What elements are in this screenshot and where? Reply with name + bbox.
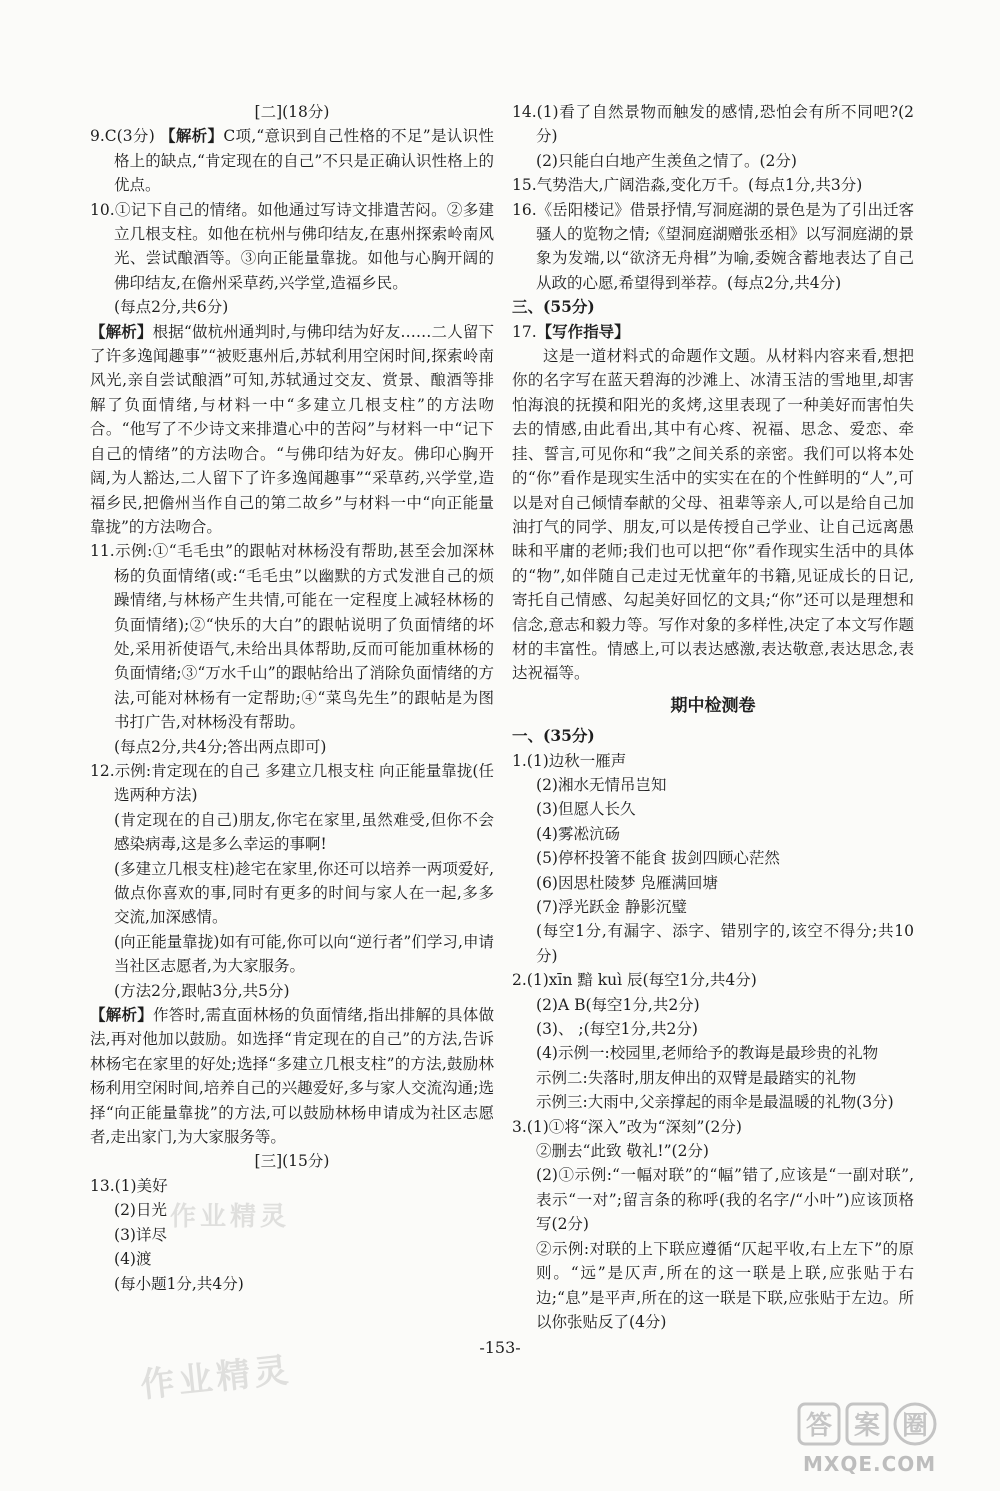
watermark-large: 作业精灵 <box>138 1350 295 1406</box>
right-line-2: 15.气势浩大,广阔浩淼,变化万千。(每点1分,共3分) <box>512 176 863 195</box>
left-line-18: (每小题1分,共4分) <box>114 1274 244 1293</box>
left-line-6: (每点2分,共4分;答出两点即可) <box>114 737 327 756</box>
left-column <box>90 100 494 1296</box>
right-line-11: (3)但愿人长久 <box>536 800 636 819</box>
right-line-18: (2)A B(每空1分,共2分) <box>536 995 700 1014</box>
left-line-11: (方法2分,跟帖3分,共5分) <box>114 981 290 1000</box>
left-line-0: [二](18分) <box>254 103 330 121</box>
right-line-22: 示例三:大雨中,父亲撑起的雨伞是最温暖的礼物(3分) <box>536 1093 894 1112</box>
left-line-9: (多建立几根支柱)趁宅在家里,你还可以培养一两项爱好,做点你喜欢的事,同时有更多的时间与家人在一起,多多交流,加深感情。 <box>114 859 494 927</box>
right-line-17: 2.(1)xīn 黯 kuì 辰(每空1分,共4分) <box>512 971 757 990</box>
right-line-5: 17.【写作指导】 <box>512 321 630 341</box>
right-line-8: 一、(35分) <box>512 726 595 746</box>
svg-text:圈: 圈 <box>901 1411 929 1441</box>
left-line-4: 【解析】根据“做杭州通判时,与佛印结为好友……二人留下了许多逸闻趣事”“被贬惠州后,苏轼利用空闲时间,探索岭南风光,亲自尝试酿酒”可知,苏轼通过交友、赏景、酿酒等排解了负面情绪,与材料一中“多建立几根支柱”的方法吻合。“他写了不少诗文来排遣心中的苦闷”与材料一中“记下自己的情绪”的方法吻合。“与佛印结为好友。佛印心胸开阔,为人豁达,二人留下了许多逸闻趣事”“采草药,兴学堂,造福乡民,把儋州当作自己的第二故乡”与材料一中“向正能量靠拢”的方法吻合。 <box>90 321 494 536</box>
right-line-25: (2)①示例:“一幅对联”的“幅”错了,应该是“一副对联”,表示“一对”;留言条的称呼(我的名字/“小叶”)应该顶格写(2分) <box>536 1166 914 1234</box>
left-line-1: 9.C(3分) 【解析】C项,“意识到自己性格的不足”是认识性格上的缺点,“肯定现在的自己”不只是正确认识性格上的优点。 <box>90 126 494 195</box>
svg-text:案: 案 <box>853 1411 881 1441</box>
right-line-10: (2)湘水无情吊岂知 <box>536 775 667 794</box>
right-line-14: (6)因思杜陵梦 凫雁满回塘 <box>536 873 718 892</box>
left-line-15: (2)日光 <box>114 1201 167 1220</box>
logo-url: MXQE.COM <box>803 1452 937 1476</box>
right-line-26: ②示例:对联的上下联应遵循“仄起平收,右上左下”的原则。“远”是仄声,所在的这一联是上联,应张贴于右边;“息”是平声,所在的这一联是下联,应张贴于左边。所以你张贴反了(4分) <box>536 1239 914 1331</box>
left-line-8: (肯定现在的自己)朋友,你宅在家里,虽然难受,但你不会感染病毒,这是多么幸运的事啊! <box>114 810 494 854</box>
right-line-24: ②删去“此致 敬礼!”(2分) <box>536 1142 709 1161</box>
left-line-2: 10.①记下自己的情绪。如他通过写诗文排遣苦闷。②多建立几根支柱。如他在杭州与佛印结友,在惠州探索岭南风光、尝试酿酒等。③向正能量靠拢。如他与心胸开阔的佛印结友,在儋州采草药,兴学堂,造福乡民。 <box>90 200 494 292</box>
right-line-0: 14.(1)看了自然景物而触发的感情,恐怕会有所不同吧?(2分) <box>512 103 914 146</box>
right-line-23: 3.(1)①将“深入”改为“深刻”(2分) <box>512 1117 742 1136</box>
page-number: -153- <box>479 1338 521 1357</box>
left-line-17: (4)渡 <box>114 1250 152 1269</box>
watermark-small: 作业精灵 <box>170 1202 291 1232</box>
right-line-1: (2)只能白白地产生羡鱼之情了。(2分) <box>536 151 797 170</box>
right-line-20: (4)示例一:校园里,老师给予的教诲是最珍贵的礼物 <box>536 1044 879 1063</box>
left-line-7: 12.示例:肯定现在的自己 多建立几根支柱 向正能量靠拢(任选两种方法) <box>90 761 494 805</box>
left-line-16: (3)详尽 <box>114 1225 167 1244</box>
site-logo <box>795 1400 965 1480</box>
right-line-3: 16.《岳阳楼记》借景抒情,写洞庭湖的景色是为了引出迁客骚人的览物之情;《望洞庭湖赠张丞相》以写洞庭湖的景象为发端,以“欲济无舟楫”为喻,委婉含蓄地表达了自己从政的心愿,希望得到举荐。(每点2分,共4分) <box>512 200 914 292</box>
right-line-16: (每空1分,有漏字、添字、错别字的,该空不得分;共10分) <box>536 922 914 965</box>
svg-text:答: 答 <box>805 1411 833 1441</box>
left-line-14: 13.(1)美好 <box>90 1176 168 1195</box>
left-line-10: (向正能量靠拢)如有可能,你可以向“逆行者”们学习,申请当社区志愿者,为大家服务。 <box>114 932 494 976</box>
right-line-21: 示例二:失落时,朋友伸出的双臂是最踏实的礼物 <box>536 1068 857 1087</box>
left-line-12: 【解析】作答时,需直面林杨的负面情绪,指出排解的具体做法,再对他加以鼓励。如选择“肯定现在的自己”的方法,告诉林杨宅在家里的好处;选择“多建立几根支柱”的方法,鼓励林杨利用空闲时间,培养自己的兴趣爱好,多与家人交流沟通;选择“向正能量靠拢”的方法,可以鼓励林杨申请成为社区志愿者,走出家门,为大家服务等。 <box>90 1005 494 1147</box>
right-line-6: 这是一道材料式的命题作文题。从材料内容来看,想把你的名字写在蓝天碧海的沙滩上、冰清玉洁的雪地里,却害怕海浪的抚摸和阳光的炙烤,这里表现了一种美好而害怕失去的情感,由此看出,其中有心疼、祝福、思念、爱恋、牵挂、誓言,可见你和“我”之间关系的亲密。我们可以将本处的“你”看作是现实生活中的实实在在的个性鲜明的“人”,可以是对自己倾情奉献的父母、祖辈等亲人,可以是给自己加油打气的同学、朋友,可以是传授自己学业、让自己远离愚昧和平庸的老师;我们也可以把“你”看作现实生活中的具体的“物”,如伴随自己走过无忧童年的书籍,见证成长的日记,寄托自己情感、勾起美好回忆的文具;“你”还可以是理想和信念,意志和毅力等。写作对象的多样性,决定了本文写作题材的丰富性。情感上,可以表达感激,表达敬意,表达思念,表达祝福等。 <box>512 347 914 683</box>
left-line-3: (每点2分,共6分) <box>114 298 229 317</box>
left-line-5: 11.示例:①“毛毛虫”的跟帖对林杨没有帮助,甚至会加深林杨的负面情绪(或:“毛毛虫”以幽默的方式发泄自己的烦躁情绪,与林杨产生共情,可能在一定程度上减轻林杨的负面情绪);②“快乐的大白”的跟帖说明了负面情绪的坏处,采用祈使语气,未给出具体帮助,反而可能加重林杨的负面情绪;③“万水千山”的跟帖给出了消除负面情绪的方法,可能对林杨有一定帮助;④“菜鸟先生”的跟帖是为图书打广告,对林杨没有帮助。 <box>90 542 494 732</box>
right-line-7: 期中检测卷 <box>670 695 756 716</box>
right-line-9: 1.(1)边秋一雁声 <box>512 751 627 770</box>
right-line-13: (5)停杯投箸不能食 拔剑四顾心茫然 <box>536 849 780 868</box>
logo-mark-icon <box>795 1400 965 1460</box>
right-line-15: (7)浮光跃金 静影沉璧 <box>536 898 687 916</box>
right-column <box>512 100 914 1334</box>
right-line-4: 三、(55分) <box>512 297 595 317</box>
right-line-12: (4)雾凇沆砀 <box>536 824 620 843</box>
right-line-19: (3)、 ;(每空1分,共2分) <box>536 1020 698 1039</box>
left-line-13: [三](15分) <box>254 1152 330 1171</box>
